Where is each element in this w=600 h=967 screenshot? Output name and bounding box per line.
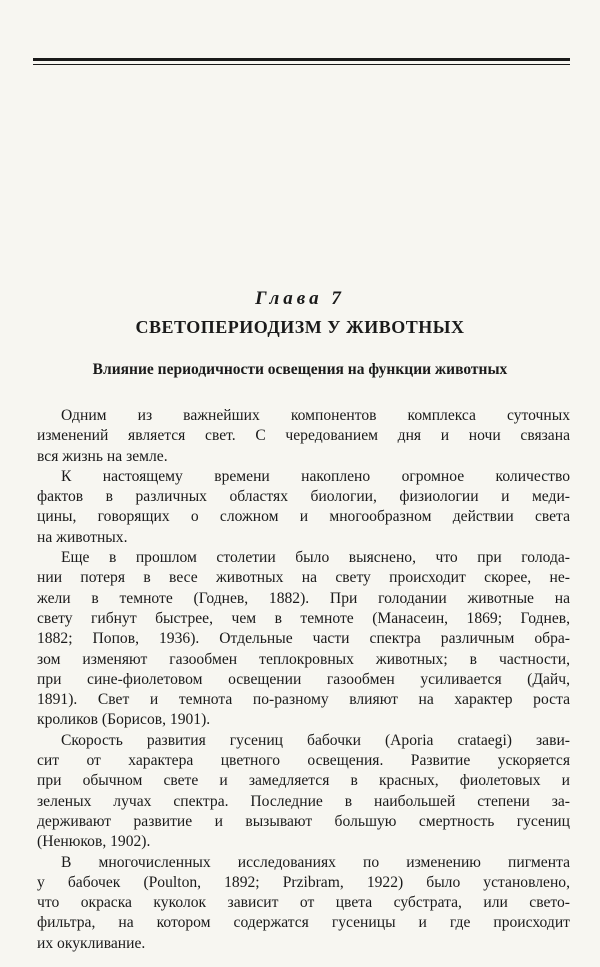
text-line: при обычном свете и замедляется в красных, фиолетовых и (37, 772, 570, 790)
text-line: жели в темноте (Годнев, 1882). При голодании животные на (37, 589, 570, 607)
paragraph-4 (37, 731, 570, 853)
header-rule-thin (33, 64, 570, 65)
text-line: фактов в различных областях биологии, физиологии и меди- (37, 488, 570, 506)
text-line: сит от характера цветного освещения. Развитие ускоряется (37, 752, 570, 770)
text-line: что окраска куколок зависит от цвета субстрата, или свето- (37, 894, 570, 912)
text-line: Еще в прошлом столетии было выяснено, что при голода- (61, 549, 570, 567)
text-line: нии потеря в весе животных на свету происходит скорее, не- (37, 569, 570, 587)
paragraph-3 (37, 548, 570, 731)
text-line: свету гибнут быстрее, чем в темноте (Манасеин, 1869; Годнев, (37, 609, 570, 627)
text-line: зеленых лучах спектра. Последние в наибольшей степени за- (37, 792, 570, 810)
text-line: Скорость развития гусениц бабочки (Aporia crataegi) зави- (61, 731, 570, 749)
text-line: при сине-фиолетовом освещении газообмен усиливается (Дайч, (37, 670, 570, 688)
text-line: изменений является свет. С чередованием дня и ночи связана (37, 427, 570, 445)
text-line: их окукливание. (37, 934, 146, 952)
text-line: 1882; Попов, 1936). Отдельные части спектра различным обра- (37, 630, 570, 648)
text-line: у бабочек (Poulton, 1892; Przibram, 1922) было установлено, (37, 873, 570, 891)
chapter-label: Глава 7 (255, 288, 345, 309)
text-line: (Ненюков, 1902). (37, 833, 151, 851)
text-line: В многочисленных исследованиях по изменению пигмента (61, 853, 570, 871)
text-line: 1891). Свет и темнота по-разному влияют на характер роста (37, 691, 570, 709)
text-line: К настоящему времени накоплено огромное количество (61, 467, 570, 485)
text-line: кроликов (Борисов, 1901). (37, 711, 211, 729)
text-line: держивают развитие и вызывают большую смертность гусениц (37, 812, 570, 830)
text-line: зом изменяют газообмен теплокровных животных; в частности, (37, 650, 570, 668)
paragraph-2 (37, 467, 570, 548)
header-rule-thick (33, 58, 570, 61)
text-line: вся жизнь на земле. (37, 447, 168, 465)
body-text (37, 406, 570, 954)
text-line: цины, говорящих о сложном и многообразном действии света (37, 508, 570, 526)
text-line: Одним из важнейших компонентов комплекса суточных (61, 407, 570, 424)
paragraph-5 (37, 853, 570, 954)
section-title: Влияние периодичности освещения на функции животных (92, 361, 508, 378)
chapter-title: СВЕТОПЕРИОДИЗМ У ЖИВОТНЫХ (135, 317, 465, 337)
text-line: фильтра, на котором содержатся гусеницы и где происходит (37, 914, 570, 932)
paragraph-1 (37, 406, 570, 467)
text-line: на животных. (37, 528, 128, 546)
